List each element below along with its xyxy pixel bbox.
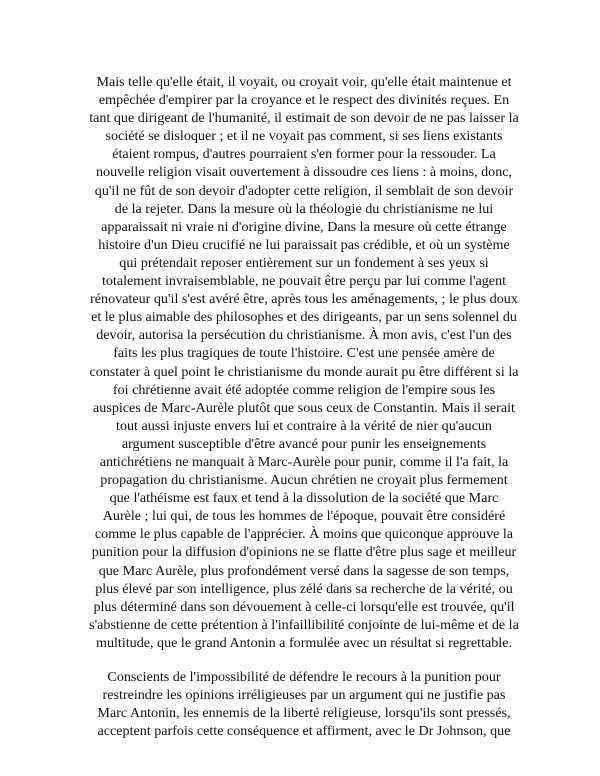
- paragraph-1: [76, 73, 532, 652]
- text-line: étaient rompus, d'autres pourraient s'en former pour la ressouder. La: [112, 146, 496, 163]
- text-line: tant que dirigeant de l'humanité, il estimait de son devoir de ne pas laisser la: [89, 110, 519, 127]
- text-line: multitude, que le grand Antonin a formulée avec un résultat si regrettable.: [95, 634, 513, 651]
- text-line: plus élevé par son intelligence, plus zélé dans sa recherche de la vérité, ou: [95, 580, 513, 597]
- text-line: devoir, autorisa la persécution du christianisme. À mon avis, c'est l'un des: [96, 327, 512, 344]
- text-line: constater à quel point le christianisme du monde aurait pu être différent si la: [89, 363, 519, 380]
- text-line: nouvelle religion visait ouvertement à dissoudre ces liens : à moins, donc,: [95, 164, 513, 181]
- text-line: empêchée d'empirer par la croyance et le respect des divinités reçues. En: [98, 92, 510, 109]
- text-line: Aurèle ; lui qui, de tous les hommes de l'époque, pouvait être considéré: [102, 508, 506, 525]
- text-line: plus déterminé dans son dévouement à celle-ci lorsqu'elle est trouvée, qu'il: [93, 598, 515, 615]
- text-line: totalement invraisemblable, ne pouvait être perçu par lui comme l'agent: [101, 273, 507, 290]
- text-line: apparaissait ni vraie ni d'origine divine, Dans la mesure où cette étrange: [101, 218, 507, 235]
- text-line: foi chrétienne avait été adoptée comme religion de l'empire sous les: [112, 381, 496, 398]
- text-line: acceptent parfois cette conséquence et affirment, avec le Dr Johnson, que: [97, 723, 511, 740]
- text-line: et le plus aimable des philosophes et des dirigeants, par un sens solennel du: [91, 309, 517, 326]
- text-line: qu'il ne fût de son devoir d'adopter cette religion, il semblait de son devoir: [94, 182, 514, 199]
- text-line: qui prétendait reposer entièrement sur un fondement à ses yeux si: [119, 254, 489, 271]
- text-line: Mais telle qu'elle était, il voyait, ou croyait voir, qu'elle était maintenue et: [96, 74, 512, 90]
- text-line: faits les plus tragiques de toute l'histoire. C'est une pensée amère de: [113, 345, 495, 362]
- text-line: Marc Antonin, les ennemis de la liberté religieuse, lorsqu'ils sont pressés,: [97, 705, 511, 722]
- text-line: que l'athéisme est faux et tend à la dissolution de la société que Marc: [109, 490, 499, 507]
- paragraph-2: [76, 668, 532, 740]
- text-line: Conscients de l'impossibilité de défendre le recours à la punition pour: [107, 669, 501, 685]
- text-line: tout aussi injuste envers lui et contraire à la vérité de nier qu'aucun: [116, 417, 492, 434]
- text-line: que Marc Aurèle, plus profondément versé dans la sagesse de son temps,: [98, 562, 510, 579]
- text-line: société se disloquer ; et il ne voyait pas comment, si ses liens existants: [105, 128, 503, 145]
- document-page: [76, 73, 532, 740]
- text-line: comme le plus capable de l'apprécier. À moins que quiconque approuve la: [94, 526, 514, 543]
- text-line: punition pour la diffusion d'opinions ne se flatte d'être plus sage et meilleur: [91, 544, 517, 561]
- text-line: restreindre les opinions irréligieuses par un argument qui ne justifie pas: [102, 687, 506, 704]
- text-line: argument susceptible d'être avancé pour punir les enseignements: [121, 435, 487, 452]
- text-line: propagation du christianisme. Aucun chrétien ne croyait plus fermement: [100, 472, 508, 489]
- text-line: auspices de Marc-Aurèle plutôt que sous ceux de Constantin. Mais il serait: [93, 399, 515, 416]
- text-line: rénovateur qu'il s'est avéré être, après tous les aménagements, ; le plus doux: [90, 291, 518, 308]
- text-line: histoire d'un Dieu crucifié ne lui paraissait pas crédible, et où un système: [98, 236, 510, 253]
- text-line: antichrétiens ne manquait à Marc-Aurèle pour punir, comme il l'a fait, la: [99, 453, 509, 470]
- text-line: de la rejeter. Dans la mesure où la théologie du christianisme ne lui: [114, 200, 494, 217]
- text-line: s'abstienne de cette prétention à l'infaillibilité conjointe de lui-même et de la: [89, 616, 519, 633]
